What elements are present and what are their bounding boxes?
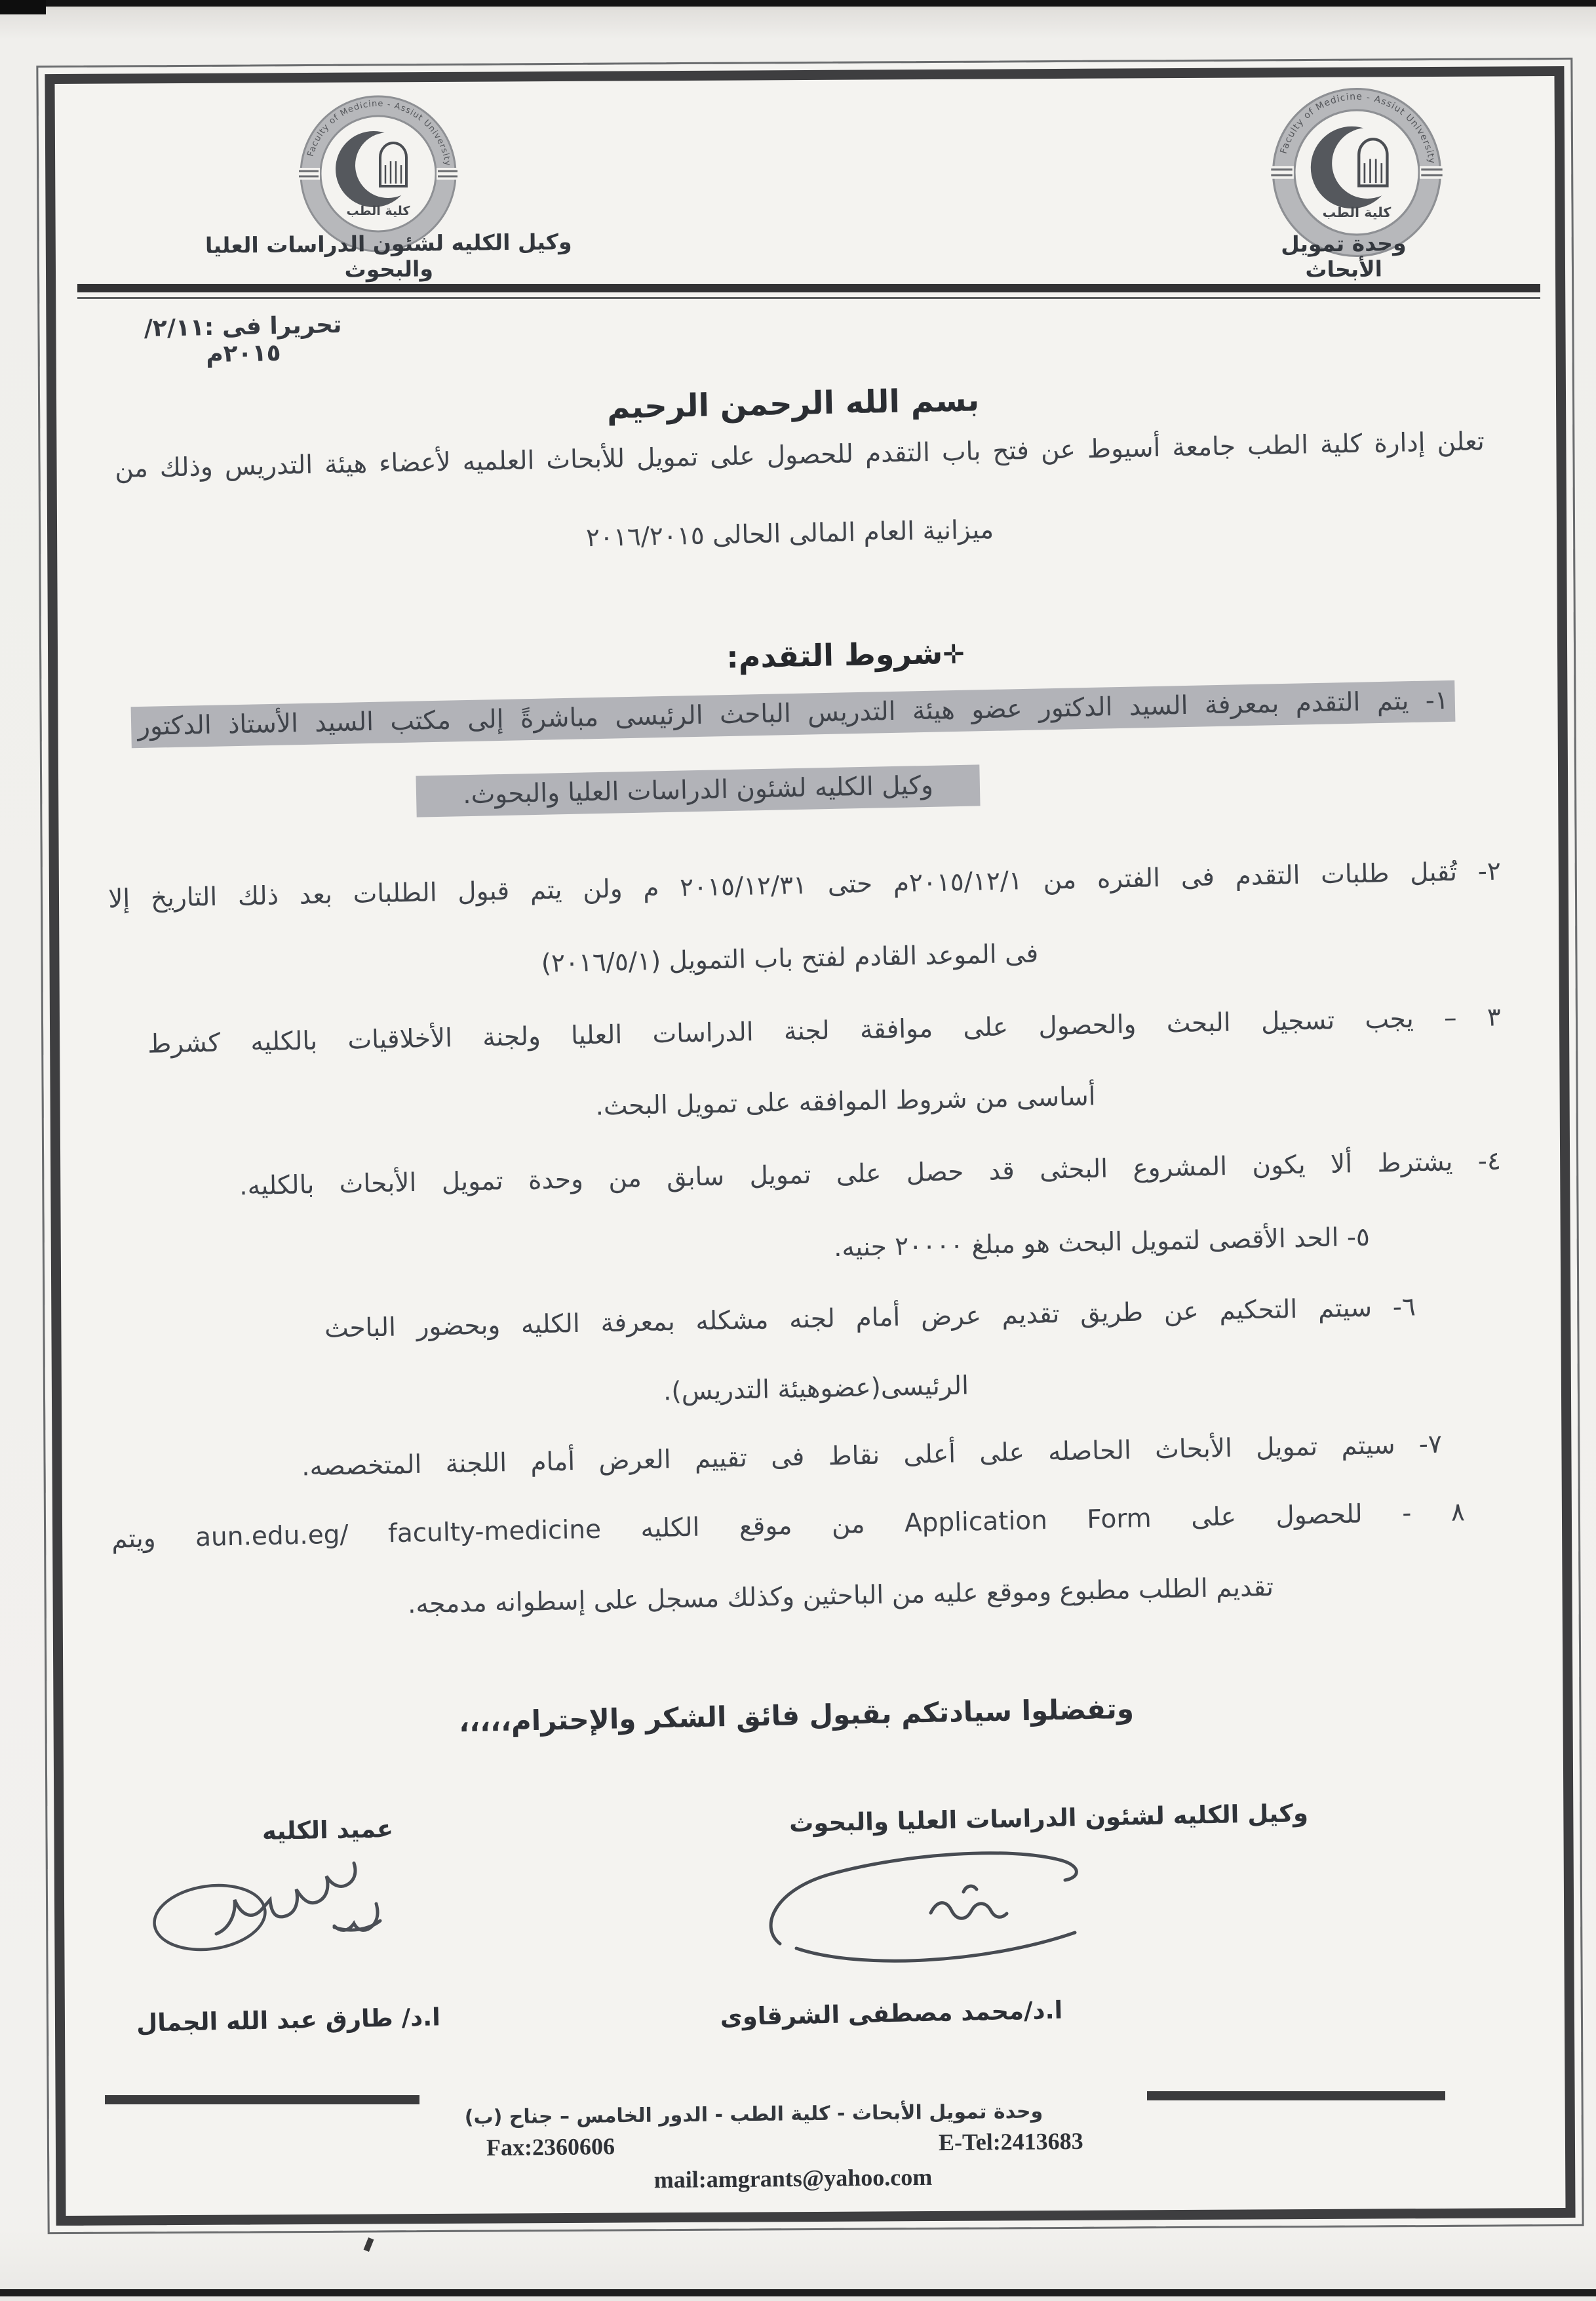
footer-divider-right [1147,2091,1445,2100]
logo-ring-text: Faculty of Medicine - Assiut University [1278,91,1437,165]
header-right-unit-label: وحدة تمويل الأبحاث [1280,230,1407,283]
conditions-heading [675,634,1017,676]
date-line: تحريرا فى :٢/١١/ ٢٠١٥م [144,311,342,368]
condition-3-line-1: ٣ – يجب تسجيل البحث والحصول على موافقة لجنة الدراسات العليا ولجنة الأخلاقيات بالكليه كشرط [147,1002,1502,1059]
logo-center-label: كلية الطب [346,204,410,218]
condition-1-line-2: وكيل الكليه لشئون الدراسات العليا والبحوث. [416,764,980,817]
footer-divider-left [105,2095,419,2104]
scan-stray-mark [364,2237,374,2252]
basmala-title: بسم الله الرحمن الرحيم [606,382,980,426]
condition-2-line-1: ٢- تُقبل طلبات التقدم فى الفتره من ٢٠١٥/١٢/١م حتى ٢٠١٥/١٢/٣١ م ولن يتم قبول الطلبات بعد ذلك التاريخ إلا [107,856,1502,914]
logo-ring-text: Faculty of Medicine - Assiut University [305,98,453,167]
header-divider-thick [77,284,1540,292]
dean-name: ا.د/ طارق عبد الله الجمال [136,2003,441,2037]
condition-4: ٤- يشترط ألا يكون المشروع البحثى قد حصل على تمويل سابق من وحدة تمويل الأبحاث بالكليه. [239,1146,1502,1202]
header-left-unit-label: وكيل الكليه لشئون الدراسات العليا والبحوث [204,229,572,283]
scan-bottom-edge-bar [0,2289,1596,2296]
intro-line-2: ميزانية العام المالى الحالى ٢٠١٦/٢٠١٥ [585,515,994,553]
closing-line: وتفضلوا سيادتكم بقبول فائق الشكر والإحترام،،،،، [458,1692,1135,1739]
condition-3-line-2: أساسى من شروط الموافقه على تمويل البحث. [595,1082,1096,1122]
gate-icon [380,143,406,186]
gate-icon [1359,139,1387,186]
logo-center-label: كلية الطب [1322,205,1392,221]
condition-8-line-1: ٨ - للحصول على Application Form من موقع الكليه aun.edu.eg/ faculty-medicine ويتم [111,1497,1466,1554]
vice-dean-title: وكيل الكليه لشئون الدراسات العليا والبحوث [788,1799,1309,1838]
vice-dean-name: ا.د/محمد مصطفى الشرقاوى [720,1996,1063,2032]
condition-8-line-2: تقديم الطلب مطبوع وموقع عليه من الباحثين وكذلك مسجل على إسطوانه مدمجه. [407,1572,1274,1620]
footer-email: mail:amgrants@yahoo.com [653,2163,933,2193]
conditions-heading-text: شروط التقدم: [726,635,943,675]
footer-tel: E-Tel:2413683 [938,2127,1083,2156]
dean-title: عميد الكليه [262,1814,394,1846]
intro-line-1: تعلن إدارة كلية الطب جامعة أسيوط عن فتح باب التقدم للحصول على تمويل للأبحاث العلميه لأعضاء هيئة التدريس وذلك من [114,427,1485,484]
footer-address: وحدة تمويل الأبحاث - كلية الطب - الدور الخامس – جناح (ب) [464,2100,1043,2129]
condition-6-line-2: الرئيسى(عضوهيئة التدريس). [663,1371,969,1407]
scan-corner-artifact [0,0,46,14]
scan-top-edge-bar [0,0,1596,7]
heading-bullet-icon: ✛ [942,639,965,671]
vice-dean-signature [734,1829,1101,1986]
condition-5: ٥- الحد الأقصى لتمويل البحث هو مبلغ ٢٠٠٠٠ جنيه. [833,1222,1371,1263]
condition-2-line-2: فى الموعد القادم لفتح باب التمويل (٢٠١٦/٥/١) [541,939,1039,979]
condition-7: ٧- سيتم تمويل الأبحاث الحاصله على أعلى نقاط فى تقييم العرض أمام اللجنة المتخصصه. [301,1429,1443,1482]
condition-6-line-1: ٦- سيتم التحكيم عن طريق تقديم عرض أمام لجنه مشكله بمعرفة الكليه وبحضور الباحث [324,1292,1416,1344]
dean-signature [138,1842,413,1980]
condition-1-line-1: ١- يتم التقدم بمعرفة السيد الدكتور عضو هيئة التدريس الباحث الرئيسى مباشرةً إلى مكتب السيد الأستاذ الدكتور [131,680,1456,748]
footer-fax: Fax:2360606 [486,2133,615,2161]
header-divider-thin [77,297,1540,299]
